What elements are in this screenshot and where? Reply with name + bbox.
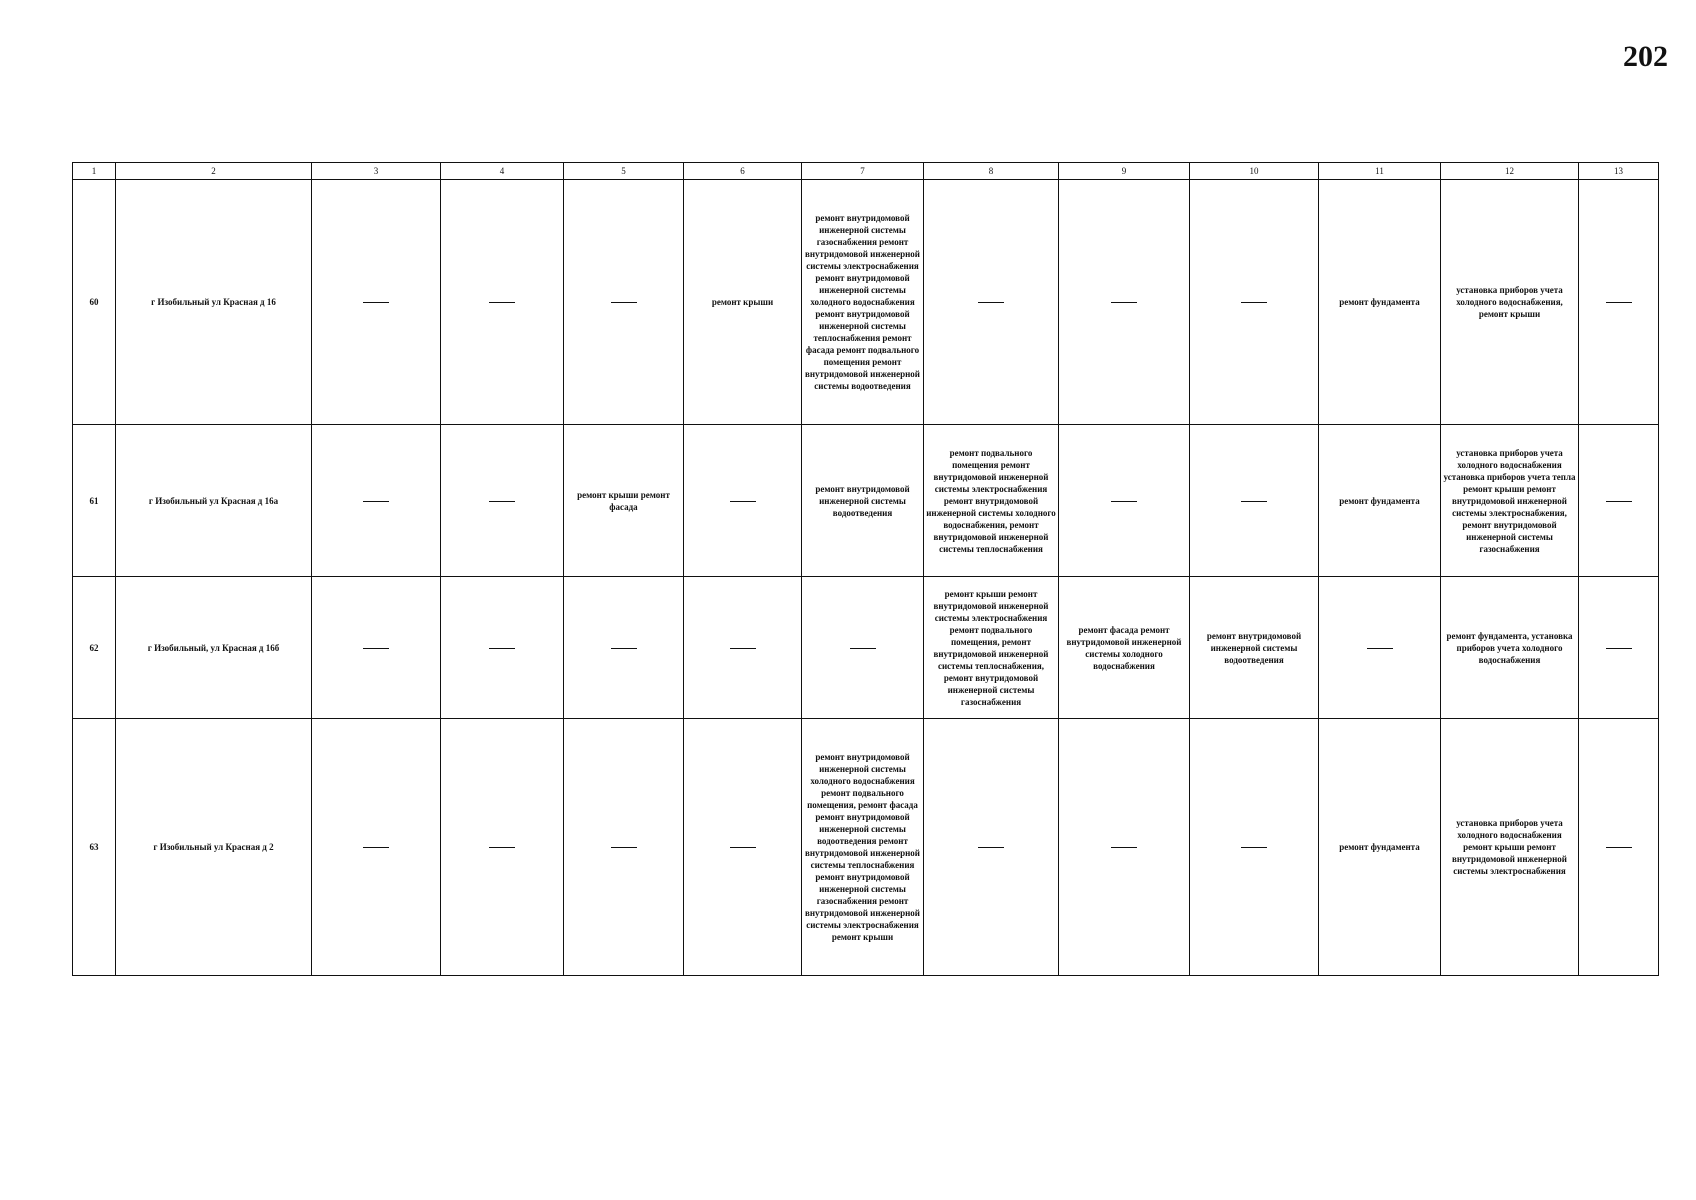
table-row bbox=[73, 577, 1659, 719]
header-row bbox=[73, 163, 1659, 180]
dash-mark bbox=[1606, 501, 1632, 502]
dash-mark bbox=[730, 648, 756, 649]
column-header: 3 bbox=[312, 163, 441, 180]
work-cell: установка приборов учета холодного водоснабжения, ремонт крыши bbox=[1441, 180, 1579, 425]
column-header: 5 bbox=[564, 163, 684, 180]
column-header: 1 bbox=[73, 163, 116, 180]
work-cell: ремонт фундамента bbox=[1319, 425, 1441, 577]
row-number: 62 bbox=[73, 577, 116, 719]
dash-mark bbox=[978, 847, 1004, 848]
empty-cell bbox=[1319, 577, 1441, 719]
empty-cell bbox=[1059, 719, 1190, 976]
dash-mark bbox=[489, 648, 515, 649]
work-cell: ремонт внутридомовой инженерной системы холодного водоснабжения ремонт подвального помещения, ремонт фасада ремонт внутридомовой инженерной системы водоотведения ремонт внутридомовой инженерной системы теплоснабжения ремонт внутридомовой инженерной системы газоснабжения ремонт внутридомовой инженерной системы электроснабжения ремонт крыши bbox=[802, 719, 924, 976]
column-header: 9 bbox=[1059, 163, 1190, 180]
dash-mark bbox=[1606, 302, 1632, 303]
empty-cell bbox=[1190, 425, 1319, 577]
column-header: 7 bbox=[802, 163, 924, 180]
work-cell: ремонт подвального помещения ремонт внутридомовой инженерной системы электроснабжения ремонт внутридомовой инженерной системы холодного водоснабжения, ремонт внутридомовой инженерной системы теплоснабжения bbox=[924, 425, 1059, 577]
dash-mark bbox=[1606, 648, 1632, 649]
column-header: 12 bbox=[1441, 163, 1579, 180]
dash-mark bbox=[978, 302, 1004, 303]
work-cell: ремонт фундамента bbox=[1319, 719, 1441, 976]
table-row bbox=[73, 180, 1659, 425]
empty-cell bbox=[312, 719, 441, 976]
dash-mark bbox=[1606, 847, 1632, 848]
dash-mark bbox=[363, 501, 389, 502]
dash-mark bbox=[1241, 847, 1267, 848]
dash-mark bbox=[1367, 648, 1393, 649]
empty-cell bbox=[924, 180, 1059, 425]
empty-cell bbox=[684, 425, 802, 577]
address-cell: г Изобильный, ул Красная д 16б bbox=[116, 577, 312, 719]
dash-mark bbox=[489, 501, 515, 502]
empty-cell bbox=[1579, 577, 1659, 719]
empty-cell bbox=[441, 719, 564, 976]
empty-cell bbox=[312, 577, 441, 719]
empty-cell bbox=[441, 425, 564, 577]
column-header: 13 bbox=[1579, 163, 1659, 180]
dash-mark bbox=[730, 501, 756, 502]
dash-mark bbox=[850, 648, 876, 649]
page-number: 202 bbox=[1623, 40, 1668, 73]
empty-cell bbox=[564, 719, 684, 976]
empty-cell bbox=[1579, 425, 1659, 577]
dash-mark bbox=[1111, 302, 1137, 303]
dash-mark bbox=[1111, 847, 1137, 848]
dash-mark bbox=[1111, 501, 1137, 502]
empty-cell bbox=[684, 719, 802, 976]
empty-cell bbox=[1190, 180, 1319, 425]
work-cell: установка приборов учета холодного водоснабжения установка приборов учета тепла ремонт крыши ремонт внутридомовой инженерной системы электроснабжения, ремонт внутридомовой инженерной системы газоснабжения bbox=[1441, 425, 1579, 577]
table-row bbox=[73, 425, 1659, 577]
work-cell: установка приборов учета холодного водоснабжения ремонт крыши ремонт внутридомовой инженерной системы электроснабжения bbox=[1441, 719, 1579, 976]
address-cell: г Изобильный ул Красная д 2 bbox=[116, 719, 312, 976]
empty-cell bbox=[924, 719, 1059, 976]
work-cell: ремонт фундамента, установка приборов учета холодного водоснабжения bbox=[1441, 577, 1579, 719]
dash-mark bbox=[611, 648, 637, 649]
empty-cell bbox=[1059, 180, 1190, 425]
row-number: 63 bbox=[73, 719, 116, 976]
row-number: 61 bbox=[73, 425, 116, 577]
dash-mark bbox=[1241, 302, 1267, 303]
table-row bbox=[73, 719, 1659, 976]
dash-mark bbox=[611, 302, 637, 303]
empty-cell bbox=[1579, 180, 1659, 425]
address-cell: г Изобильный ул Красная д 16а bbox=[116, 425, 312, 577]
empty-cell bbox=[312, 180, 441, 425]
dash-mark bbox=[363, 302, 389, 303]
empty-cell bbox=[564, 180, 684, 425]
work-cell: ремонт крыши bbox=[684, 180, 802, 425]
empty-cell bbox=[1579, 719, 1659, 976]
empty-cell bbox=[564, 577, 684, 719]
column-header: 8 bbox=[924, 163, 1059, 180]
column-header: 4 bbox=[441, 163, 564, 180]
work-cell: ремонт крыши ремонт внутридомовой инженерной системы электроснабжения ремонт подвального помещения, ремонт внутридомовой инженерной системы теплоснабжения, ремонт внутридомовой инженерной системы газоснабжения bbox=[924, 577, 1059, 719]
empty-cell bbox=[441, 577, 564, 719]
empty-cell bbox=[312, 425, 441, 577]
work-cell: ремонт фундамента bbox=[1319, 180, 1441, 425]
column-header: 2 bbox=[116, 163, 312, 180]
empty-cell bbox=[1059, 425, 1190, 577]
column-header: 11 bbox=[1319, 163, 1441, 180]
dash-mark bbox=[363, 847, 389, 848]
row-number: 60 bbox=[73, 180, 116, 425]
empty-cell bbox=[684, 577, 802, 719]
dash-mark bbox=[611, 847, 637, 848]
empty-cell bbox=[1190, 719, 1319, 976]
dash-mark bbox=[489, 302, 515, 303]
work-cell: ремонт внутридомовой инженерной системы водоотведения bbox=[802, 425, 924, 577]
dash-mark bbox=[489, 847, 515, 848]
repair-schedule-table bbox=[72, 162, 1659, 976]
work-cell: ремонт фасада ремонт внутридомовой инженерной системы холодного водоснабжения bbox=[1059, 577, 1190, 719]
dash-mark bbox=[730, 847, 756, 848]
empty-cell bbox=[802, 577, 924, 719]
dash-mark bbox=[1241, 501, 1267, 502]
dash-mark bbox=[363, 648, 389, 649]
address-cell: г Изобильный ул Красная д 16 bbox=[116, 180, 312, 425]
column-header: 6 bbox=[684, 163, 802, 180]
column-header: 10 bbox=[1190, 163, 1319, 180]
work-cell: ремонт крыши ремонт фасада bbox=[564, 425, 684, 577]
work-cell: ремонт внутридомовой инженерной системы газоснабжения ремонт внутридомовой инженерной системы электроснабжения ремонт внутридомовой инженерной системы холодного водоснабжения ремонт внутридомовой инженерной системы теплоснабжения ремонт фасада ремонт подвального помещения ремонт внутридомовой инженерной системы водоотведения bbox=[802, 180, 924, 425]
empty-cell bbox=[441, 180, 564, 425]
work-cell: ремонт внутридомовой инженерной системы водоотведения bbox=[1190, 577, 1319, 719]
